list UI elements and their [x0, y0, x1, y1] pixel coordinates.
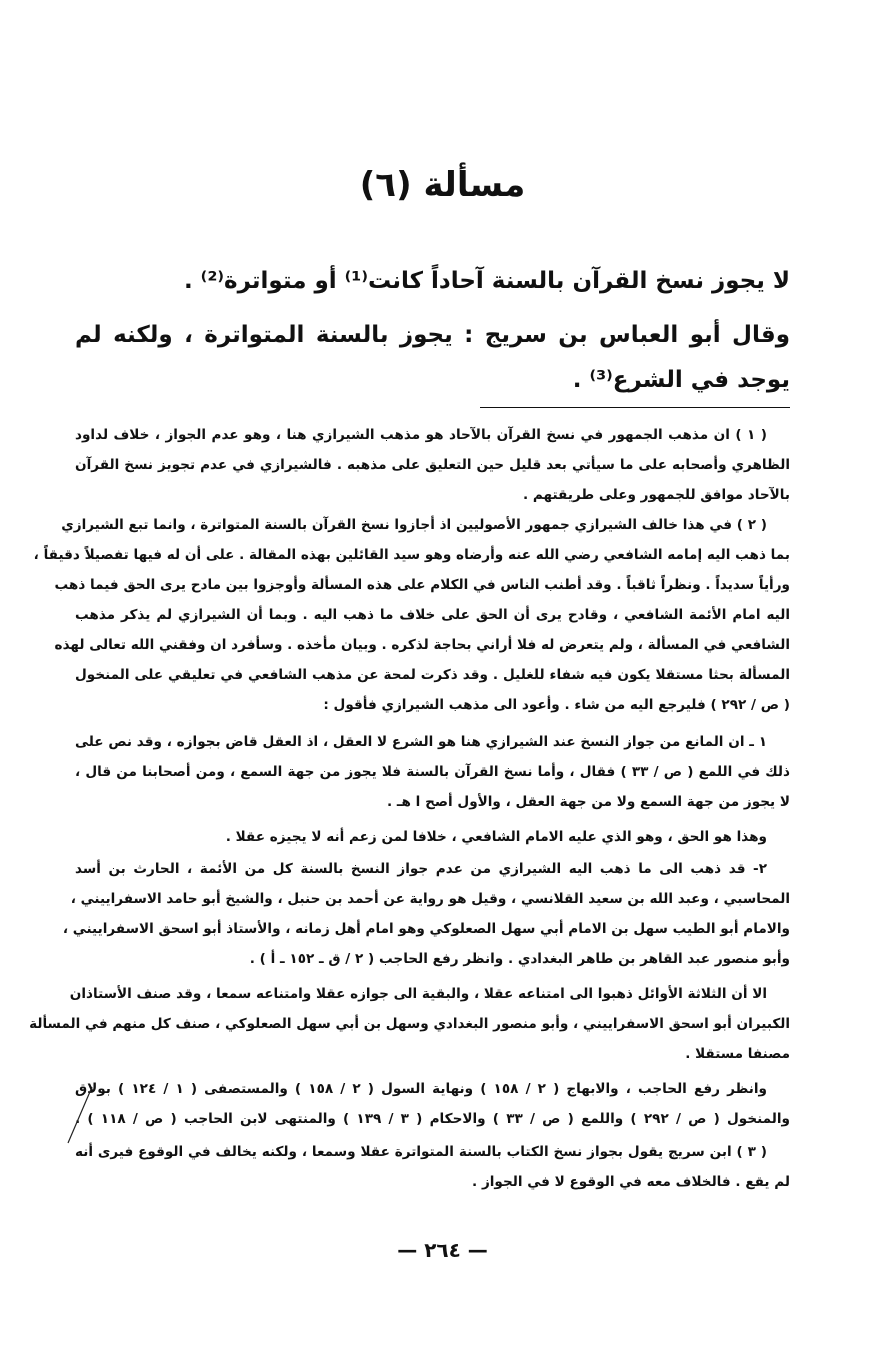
footnote-line: والمنخول ( ص / ٢٩٢ ) واللمع ( ص / ٣٣ ) والاحكام ( ٣ / ١٣٩ ) والمنتهى لابن الحاجب ( ص / ١١٨ ) . [75, 1111, 790, 1127]
footnote-line: والامام أبو الطيب سهل بن الامام أبي سهل الصعلوكي وهو امام أهل زمانه ، والأستاذ أبو اسحق الاسفراييني ، [62, 921, 790, 937]
footnote-line: ( ٢ ) في هذا خالف الشيرازي جمهور الأصوليين اذ أجازوا نسخ القرآن بالسنة المتواترة ، وانما تبع الشيرازي [61, 517, 767, 533]
footnote-line: ذلك في اللمع ( ص / ٣٣ ) فقال ، وأما نسخ القرآن بالسنة فلا يجوز من جهة السمع ، ومن أصحابنا من قال ، [75, 764, 790, 780]
footnote-line: الا أن الثلاثة الأوائل ذهبوا الى امتناعه عقلا ، والبقية الى جوازه عقلا وامتناعه سمعا ، وقد صنف الأستاذان [69, 986, 767, 1002]
footnote-line: لا يجوز من جهة السمع ولا من جهة العقل ، والأول أصح ا هـ . [386, 794, 790, 810]
footnote-line: وأبو منصور عبد القاهر بن طاهر البغدادي . وانظر رفع الحاجب ( ٢ / ق ـ ١٥٢ ـ أ ) . [249, 951, 790, 967]
footnote-line: الظاهري وأصحابه على ما سيأتي بعد قليل حين التعليق على مذهبه . فالشيرازي في عدم تجويز نسخ القرآن [75, 457, 790, 473]
page-title: مسألة (٦) [359, 165, 526, 205]
footnote-line: وهذا هو الحق ، وهو الذي عليه الامام الشافعي ، خلافا لمن زعم أنه لا يجيزه عقلا . [225, 829, 767, 845]
footnote-line: المحاسبي ، وعبد الله بن سعيد القلانسي ، وقيل هو رواية عن أحمد بن حنبل ، والشيخ أبو حامد الاسفراييني ، [70, 891, 790, 907]
footnote-line: ( ٣ ) ابن سريج يقول بجواز نسخ الكتاب بالسنة المتواترة عقلا وسمعا ، ولكنه يخالف في الوقوع فيرى أنه [75, 1144, 767, 1160]
main-text-line: يوجد في الشرع⁽³⁾ . [572, 367, 790, 393]
footnote-line: مصنفا مستقلا . [685, 1046, 790, 1062]
footnote-line: بما ذهب اليه إمامه الشافعي رضي الله عنه وأرضاه وهو سيد القائلين بهذه المقالة . على أن له فيها تفصيلاً دقيقاً ، [33, 547, 790, 563]
footnote-line: اليه امام الأئمة الشافعي ، وقادح يرى أن الحق على خلاف ما ذهب اليه . وبما أن الشيرازي لم يذكر مذهب [75, 607, 790, 623]
footnote-line: وانظر رفع الحاجب ، والابهاج ( ٢ / ١٥٨ ) ونهاية السول ( ٢ / ١٥٨ ) والمستصفى ( ١ / ١٢٤ ) بولاق [75, 1081, 767, 1097]
pen-mark-icon [60, 1085, 100, 1145]
main-text-line: لا يجوز نسخ القرآن بالسنة آحاداً كانت⁽¹⁾ أو متواترة⁽²⁾ . [183, 268, 790, 294]
main-text-line: وقال أبو العباس بن سريج : يجوز بالسنة المتواترة ، ولكنه لم [75, 322, 790, 348]
footnote-line: ورأياً سديداً . ونظراً ثاقباً . وقد أطنب الناس في الكلام على هذه المسألة وأوجزوا بين مادح يرى الحق فيما ذهب [54, 577, 790, 593]
footnote-line: بالآحاد موافق للجمهور وعلى طريقتهم . [522, 487, 790, 503]
page-number: — ٢٦٤ — [397, 1238, 488, 1262]
footnote-line: ١ ـ ان المانع من جواز النسخ عند الشيرازي هنا هو الشرع لا العقل ، اذ العقل قاض بجوازه ، وقد نص على [75, 734, 767, 750]
footnote-line: ( ١ ) ان مذهب الجمهور في نسخ القرآن بالآحاد هو مذهب الشيرازي هنا ، وهو عدم الجواز ، خلاف لداود [75, 427, 767, 443]
footnote-line: لم يقع . فالخلاف معه في الوقوع لا في الجواز . [472, 1174, 790, 1190]
footnote-line: ( ص / ٢٩٢ ) فليرجع اليه من شاء . وأعود الى مذهب الشيرازي فأقول : [323, 697, 790, 713]
footnote-line: ٢- قد ذهب الى ما ذهب اليه الشيرازي من عدم جواز النسخ بالسنة كل من الأئمة ، الحارث بن أسد [75, 861, 767, 877]
footnote-line: الشافعي في المسألة ، ولم يتعرض له فلا أراني بحاجة لذكره . وبيان مأخذه . وسأفرد ان وفقني الله تعالى لهذه [54, 637, 790, 653]
footnote-line: الكبيران أبو اسحق الاسفراييني ، وأبو منصور البغدادي وسهل بن أبي سهل الصعلوكي ، صنف كل منهم في المسألة [29, 1016, 790, 1032]
footnote-line: المسألة بحثا مستقلا يكون فيه شفاء للغليل . وقد ذكرت لمحة عن مذهب الشافعي في تعليقي على المنخول [75, 667, 790, 683]
footnote-divider [480, 407, 790, 408]
